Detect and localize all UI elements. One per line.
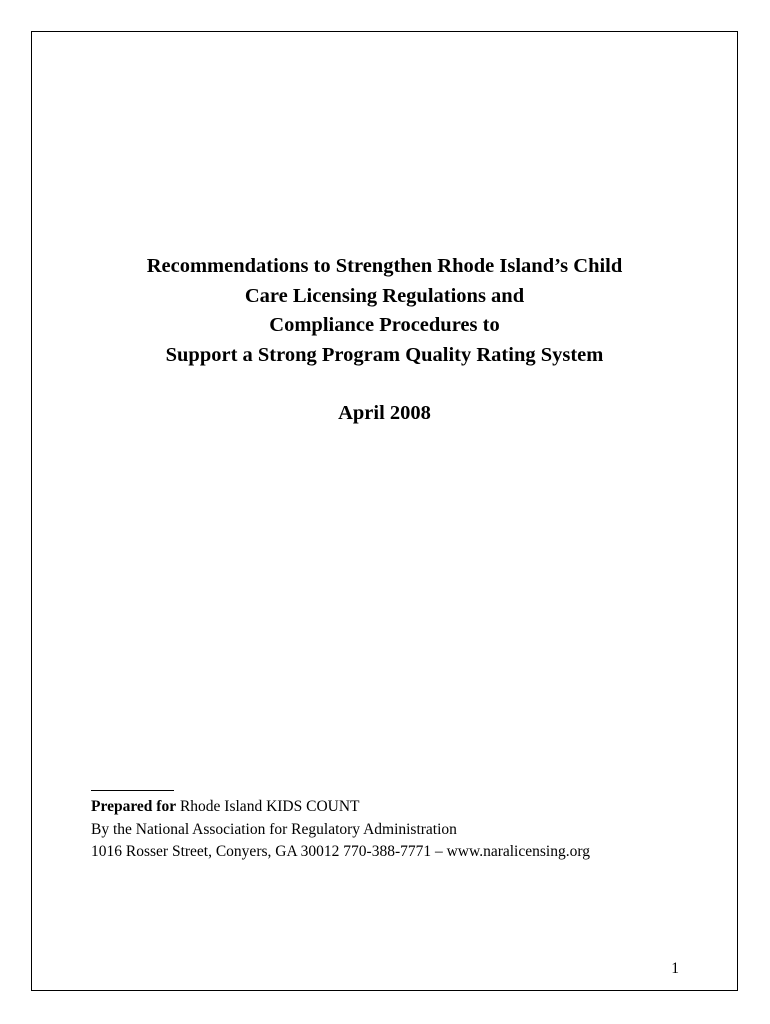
address-line: 1016 Rosser Street, Conyers, GA 30012 770-388-7771 – www.naralicensing.org <box>91 843 590 860</box>
title-line-4: Support a Strong Program Quality Rating System <box>165 343 604 366</box>
title-line-3: Compliance Procedures to <box>269 314 500 336</box>
page-number: 1 <box>671 960 679 977</box>
document-date: April 2008 <box>338 402 431 424</box>
title-line-1: Recommendations to Strengthen Rhode Island’s Child <box>146 255 623 277</box>
document-page <box>31 31 738 991</box>
document-title <box>32 252 737 370</box>
prepared-for-org: Rhode Island KIDS COUNT <box>176 798 360 815</box>
prepared-for-label: Prepared for <box>91 798 177 815</box>
document-footer <box>91 796 590 864</box>
prepared-for-line <box>91 796 590 819</box>
title-line-2: Care Licensing Regulations and <box>244 284 525 307</box>
author-line: By the National Association for Regulatory Administration <box>91 820 457 838</box>
footnote-divider <box>91 790 174 791</box>
